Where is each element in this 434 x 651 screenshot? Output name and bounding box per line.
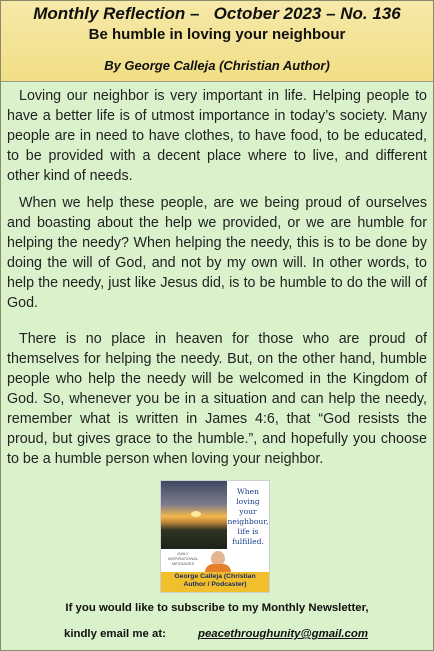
newsletter-title: Monthly Reflection – October 2023 – No. 136 xyxy=(33,4,401,23)
sunset-photo xyxy=(161,481,227,549)
promo-quote: When loving your neighbour, life is fulfilled. xyxy=(227,487,269,546)
author-byline: By George Calleja (Christian Author) xyxy=(104,58,330,73)
sun-shape xyxy=(191,511,201,517)
email-link[interactable]: peacethroughunity@gmail.com xyxy=(198,628,368,640)
article-paragraph-2: When we help these people, are we being proud of ourselves and boasting about the help we provided, or we are humble for helping the needy? When helping the needy, this is to be done by doing the will of God, and not by my own will. In other words, to help the needy, just like Jesus did, is to be humble to do the will of God. xyxy=(7,195,427,311)
newsletter-header xyxy=(1,1,433,82)
article-title: Be humble in loving your neighbour xyxy=(88,26,346,43)
email-prompt: kindly email me at: xyxy=(64,628,166,640)
promo-image xyxy=(160,480,270,593)
promo-tagline: DAILY INSPIRATIONAL MESSAGES xyxy=(167,551,199,566)
promo-author-name: George Calleja (Christian Author / Podcaster) xyxy=(161,572,269,592)
subscribe-text: If you would like to subscribe to my Monthly Newsletter, xyxy=(65,602,369,614)
article-paragraph-1: Loving our neighbor is very important in life. Helping people to have a better life is of utmost importance in today’s society. Many people are in need to have clothes, to have food, to be educated, to be provided with a decent place where to live, and different other kind of needs. xyxy=(7,88,427,184)
article-paragraph-3: There is no place in heaven for those who are proud of themselves for helping the needy. But, on the other hand, humble people who help the needy will be welcomed in the Kingdom of God. So, whenever you be in a situation and can help the needy, remember what is written in James 4:6, that “God resists the proud, but gives grace to the humble.”, and hopefully you choose to be a humble person when loving your neighbor. xyxy=(7,331,427,467)
